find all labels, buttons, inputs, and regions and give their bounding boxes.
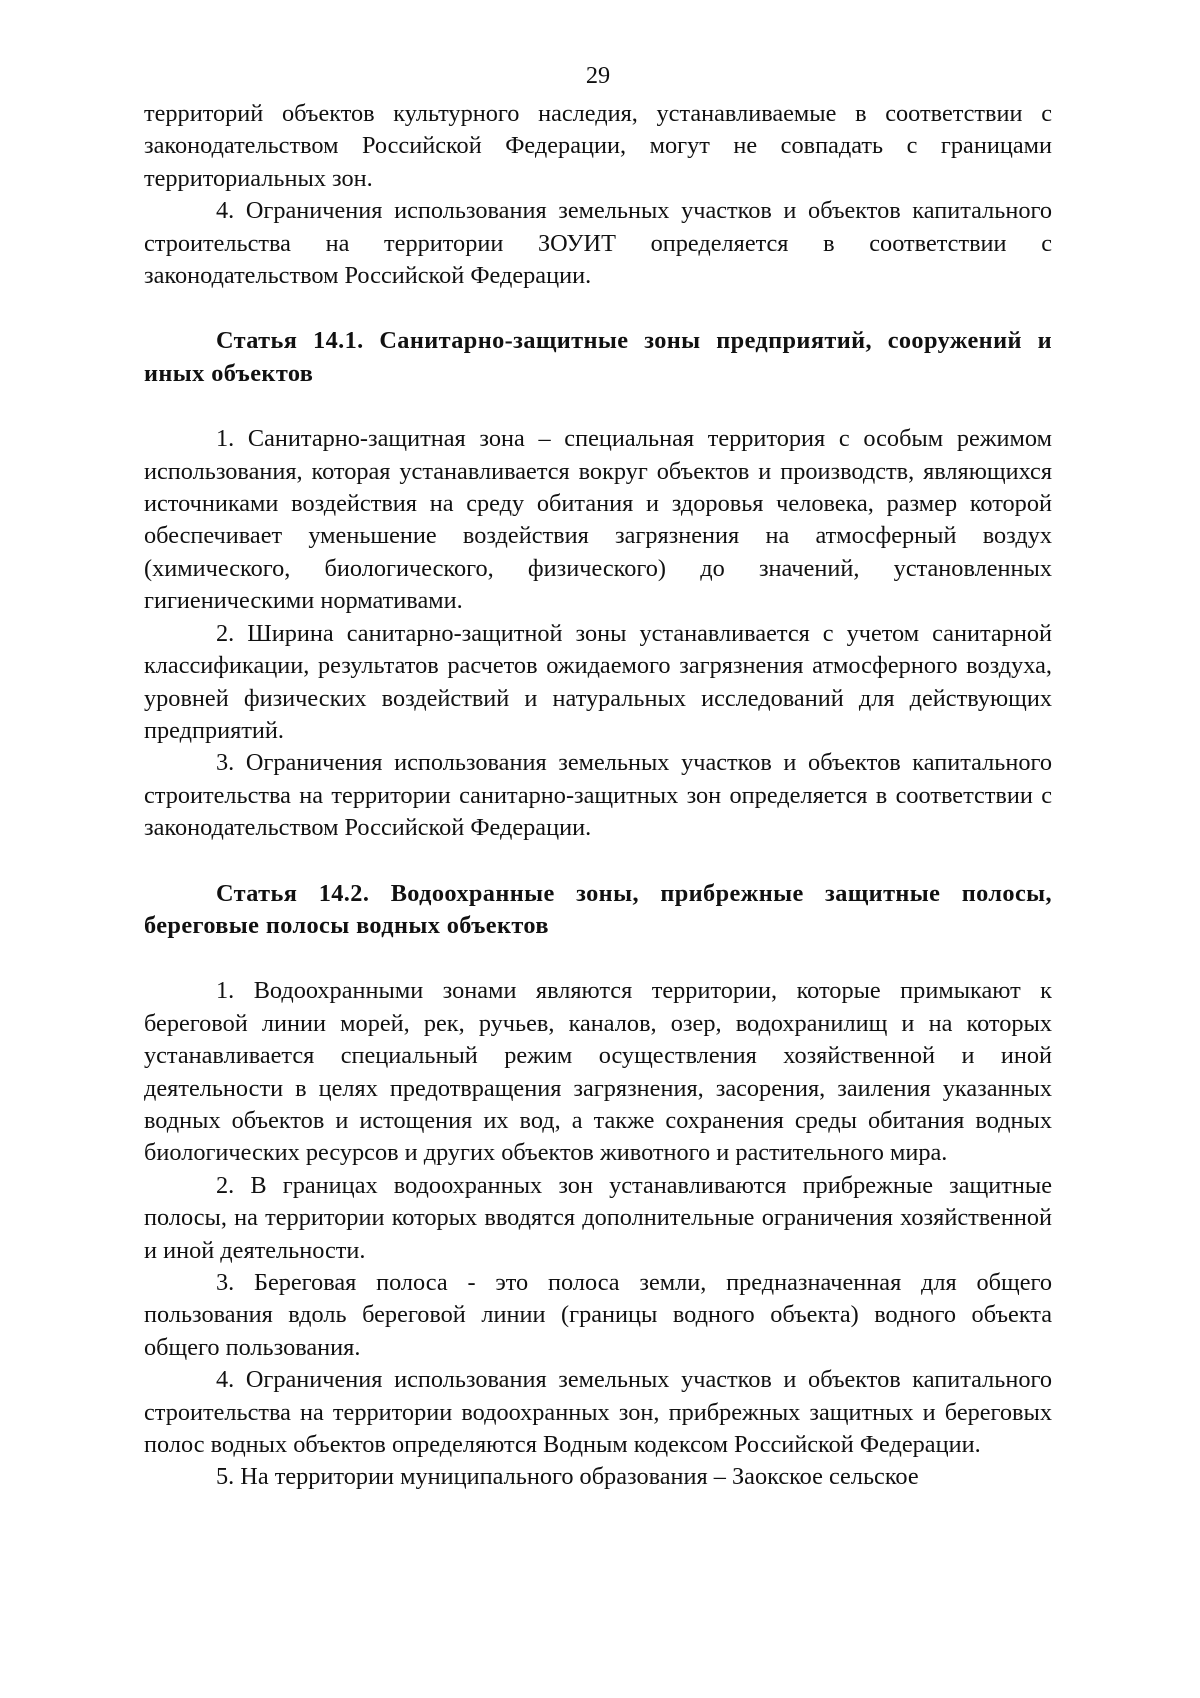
article-14-1-heading: Статья 14.1. Санитарно-защитные зоны предприятий, сооружений и иных объектов bbox=[144, 327, 1052, 387]
article-14-1-paragraph-3: 3. Ограничения использования земельных участков и объектов капитального строительства на территории санитарно-защитных зон определяется в соответствии с законодательством Российской Федерации. bbox=[144, 749, 1052, 842]
paragraph-4-zouit: 4. Ограничения использования земельных участков и объектов капитального строительства на территории ЗОУИТ определяется в соответствии с законодательством Российской Федерации. bbox=[144, 197, 1052, 290]
article-14-1-paragraph-2: 2. Ширина санитарно-защитной зоны устанавливается с учетом санитарной классификации, результатов расчетов ожидаемого загрязнения атмосферного воздуха, уровней физических воздействий и натуральных исследований для действующих предприятий. bbox=[144, 619, 1052, 744]
continuation-paragraph: территорий объектов культурного наследия, устанавливаемые в соответствии с законодательством Российской Федерации, могут не совпадать с границами территориальных зон. bbox=[144, 100, 1052, 192]
article-14-1-paragraph-1: 1. Санитарно-защитная зона – специальная территория с особым режимом использования, которая устанавливается вокруг объектов и производств, являющихся источниками воздействия на среду обитания и здоровья человека, размер которой обеспечивает уменьшение воздействия загрязнения на атмосферный воздух (химического, биологического, физического) до значений, установленных гигиеническими нормативами. bbox=[144, 425, 1052, 615]
article-14-2-paragraph-1: 1. Водоохранными зонами являются территории, которые примыкают к береговой линии морей, рек, ручьев, каналов, озер, водохранилищ и на которых устанавливается специальный режим осуществления хозяйственной и иной деятельности в целях предотвращения загрязнения, засорения, заиления указанных водных объектов и истощения их вод, а также сохранения среды обитания водных биологических ресурсов и других объектов животного и растительного мира. bbox=[144, 977, 1052, 1167]
article-14-2-paragraph-4: 4. Ограничения использования земельных участков и объектов капитального строительства на территории водоохранных зон, прибрежных защитных и береговых полос водных объектов определяются Водным кодексом Российской Федерации. bbox=[144, 1366, 1052, 1459]
document-page bbox=[144, 60, 1052, 1494]
article-14-2-paragraph-2: 2. В границах водоохранных зон устанавливаются прибрежные защитные полосы, на территории которых вводятся дополнительные ограничения хозяйственной и иной деятельности. bbox=[144, 1171, 1052, 1264]
article-14-2-heading: Статья 14.2. Водоохранные зоны, прибрежные защитные полосы, береговые полосы водных объектов bbox=[144, 879, 1052, 939]
page-number: 29 bbox=[585, 62, 611, 89]
article-14-2-paragraph-5: 5. На территории муниципального образования – Заокское сельское bbox=[216, 1463, 919, 1491]
article-14-2-paragraph-3: 3. Береговая полоса - это полоса земли, предназначенная для общего пользования вдоль береговой линии (границы водного объекта) водного объекта общего пользования. bbox=[144, 1269, 1052, 1361]
